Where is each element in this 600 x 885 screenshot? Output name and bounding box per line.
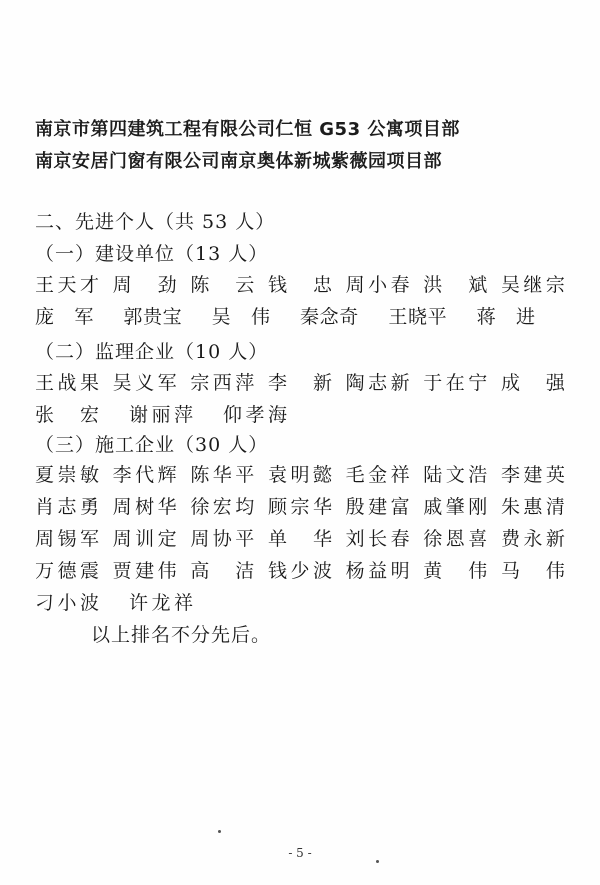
group-title-construction: （一）建设单位（13 人）: [35, 243, 269, 265]
name-row: [35, 400, 565, 428]
person-name: 周训定: [112, 528, 177, 550]
person-name: 肖志勇: [35, 496, 99, 518]
person-name: 钱忠: [267, 274, 332, 296]
scan-speck: [376, 860, 379, 863]
person-name: 徐宏均: [190, 496, 255, 518]
person-name: 仰孝海: [223, 404, 287, 426]
name-row: [35, 492, 565, 520]
scan-speck: [218, 830, 221, 833]
person-name: 洪斌: [423, 274, 488, 296]
person-name: 王晓平: [388, 306, 447, 328]
person-name: 费永新: [500, 528, 565, 550]
person-name: 王天才: [35, 274, 99, 296]
person-name: 高洁: [190, 560, 255, 582]
name-row: [35, 460, 565, 488]
person-name: 王战果: [35, 372, 99, 394]
person-name: 张宏: [35, 404, 99, 426]
person-name: 吴伟: [211, 306, 270, 328]
person-name: 周协平: [190, 528, 255, 550]
person-name: 陶志新: [345, 372, 410, 394]
person-name: 吴继宗: [500, 274, 565, 296]
name-row: [35, 588, 565, 616]
person-name: 庞军: [35, 306, 94, 328]
person-name: 许龙祥: [129, 592, 193, 614]
person-name: 袁明懿: [267, 464, 332, 486]
person-name: 谢丽萍: [129, 404, 193, 426]
person-name: 钱少波: [267, 560, 332, 582]
person-name: 周劲: [112, 274, 177, 296]
section-title: 二、先进个人（共 53 人）: [35, 211, 276, 233]
person-name: 周锡军: [35, 528, 99, 550]
person-name: 陈云: [190, 274, 255, 296]
person-name: 毛金祥: [345, 464, 410, 486]
name-row: [35, 524, 565, 552]
person-name: 黄伟: [423, 560, 488, 582]
company-name-1: 南京市第四建筑工程有限公司仁恒 G53 公寓项目部: [35, 119, 460, 140]
name-row: [35, 270, 565, 298]
person-name: 宗西萍: [190, 372, 255, 394]
person-name: 陈华平: [190, 464, 255, 486]
person-name: 贾建伟: [112, 560, 177, 582]
person-name: 殷建富: [345, 496, 410, 518]
group-title-supervision: （二）监理企业（10 人）: [35, 341, 269, 363]
person-name: 刘长春: [345, 528, 410, 550]
person-name: 刁小波: [35, 592, 99, 614]
name-row: [35, 368, 565, 396]
person-name: 夏崇敏: [35, 464, 99, 486]
company-name-2: 南京安居门窗有限公司南京奥体新城紫薇园项目部: [35, 151, 442, 172]
person-name: 戚肇刚: [423, 496, 488, 518]
person-name: 李建英: [500, 464, 565, 486]
page-number: - 5 -: [288, 846, 312, 860]
person-name: 成强: [500, 372, 565, 394]
person-name: 万德震: [35, 560, 99, 582]
person-name: 郭贵宝: [123, 306, 182, 328]
person-name: 秦念奇: [299, 306, 359, 328]
person-name: 陆文浩: [423, 464, 488, 486]
ranking-note: 以上排名不分先后。: [91, 624, 272, 646]
person-name: 李新: [267, 372, 332, 394]
person-name: 李代辉: [112, 464, 177, 486]
person-name: 周树华: [112, 496, 177, 518]
person-name: 徐恩喜: [423, 528, 488, 550]
group-title-construction-enterprise: （三）施工企业（30 人）: [35, 434, 269, 456]
person-name: 于在宁: [423, 372, 488, 394]
person-name: 马伟: [500, 560, 565, 582]
person-name: 单华: [267, 528, 332, 550]
person-name: 吴义军: [112, 372, 177, 394]
person-name: 周小春: [345, 274, 410, 296]
person-name: 朱惠清: [500, 496, 565, 518]
person-name: 顾宗华: [267, 496, 332, 518]
person-name: 杨益明: [345, 560, 410, 582]
person-name: 蒋进: [476, 306, 535, 328]
name-row: [35, 302, 565, 330]
name-row: [35, 556, 565, 584]
